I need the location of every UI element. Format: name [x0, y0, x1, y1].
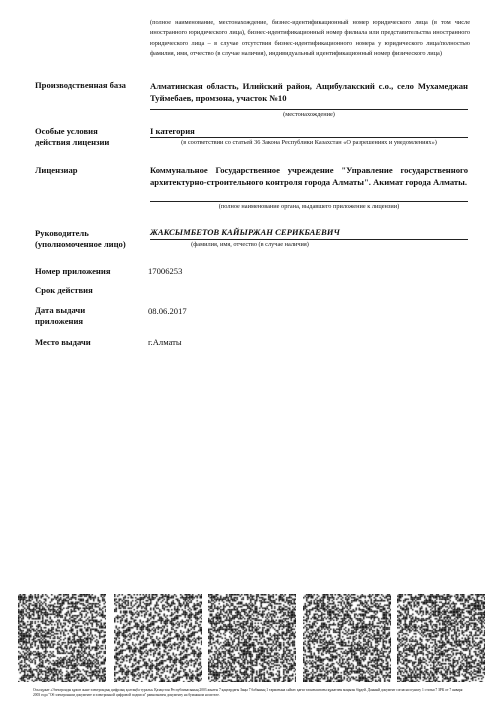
- qr-code-3: [208, 594, 296, 682]
- issue-place-value: г.Алматы: [148, 337, 182, 347]
- production-base-caption: (местонахождение): [283, 111, 335, 118]
- header-note: (полное наименование, местонахождение, бизнес-идентификационный номер юридического лица (в том числе иностранного юридического лица), бизнес-идентификационный номер филиала или представительства иностранного юридического лица – в случае отсутствия бизнес-идентификационного номера у юридического лица/полностью фамилия, имя, отчество (в случае наличия), индивидуальный идентификационный номер физического лица): [150, 19, 470, 57]
- qr-code-2: [114, 594, 202, 682]
- head-label-1: Руководитель: [35, 228, 89, 238]
- footer-note: Осы құжат «Электронды құжат және электрондық цифрлық қолтаңба туралы» Қазақстан Республикасының 2003 жылғы 7 қаңтардағы Заңы 7 бабының 1 тармағына сәйкес қағаз тасығыштағы құжатпен маңызы бірдей. Данный документ согласно пункту 1 статьи 7 ЗРК от 7 января 2003 года "Об электронном документе и электронной цифровой подписи" равнозначен документу на бумажном носителе.: [33, 688, 463, 697]
- head-value: ЖАКСЫМБЕТОВ КАЙЫРЖАН СЕРИКБАЕВИЧ: [150, 227, 340, 237]
- annex-number-label: Номер приложения: [35, 266, 111, 276]
- qr-code-4: [303, 594, 391, 682]
- qr-code-1: [18, 594, 106, 682]
- qr-code-5: [397, 594, 485, 682]
- issue-date-value: 08.06.2017: [148, 306, 187, 316]
- licensor-value: Коммунальное Государственное учреждение "Управление государственного архитектурно-строительного контроля города Алматы". Акимат города Алматы.: [150, 165, 468, 188]
- special-conditions-value: I категория: [150, 126, 195, 136]
- head-caption: (фамилия, имя, отчество (в случае наличия): [191, 241, 309, 248]
- special-conditions-caption: (в соответствии со статьей 36 Закона Республики Казахстан «О разрешениях и уведомлениях»): [181, 139, 437, 146]
- divider: [150, 137, 468, 138]
- special-conditions-label-1: Особые условия: [35, 126, 98, 136]
- production-base-label: Производственная база: [35, 80, 126, 90]
- issue-place-label: Место выдачи: [35, 337, 91, 347]
- issue-date-label-2: приложения: [35, 316, 84, 326]
- licensor-caption: (полное наименование органа, выдавшего приложение к лицензии): [218, 203, 400, 210]
- divider: [150, 239, 468, 240]
- validity-label: Срок действия: [35, 285, 93, 295]
- divider: [150, 109, 468, 110]
- annex-number-value: 17006253: [148, 266, 183, 276]
- divider: [150, 201, 468, 202]
- licensor-label: Лицензиар: [35, 165, 78, 175]
- production-base-value: Алматинская область, Илийский район, Ащибулакский с.о., село Мухамеджан Туймебаев, промзона, участок №10: [150, 81, 468, 104]
- head-label-2: (уполномоченное лицо): [35, 239, 126, 249]
- issue-date-label-1: Дата выдачи: [35, 305, 86, 315]
- special-conditions-label-2: действия лицензии: [35, 137, 110, 147]
